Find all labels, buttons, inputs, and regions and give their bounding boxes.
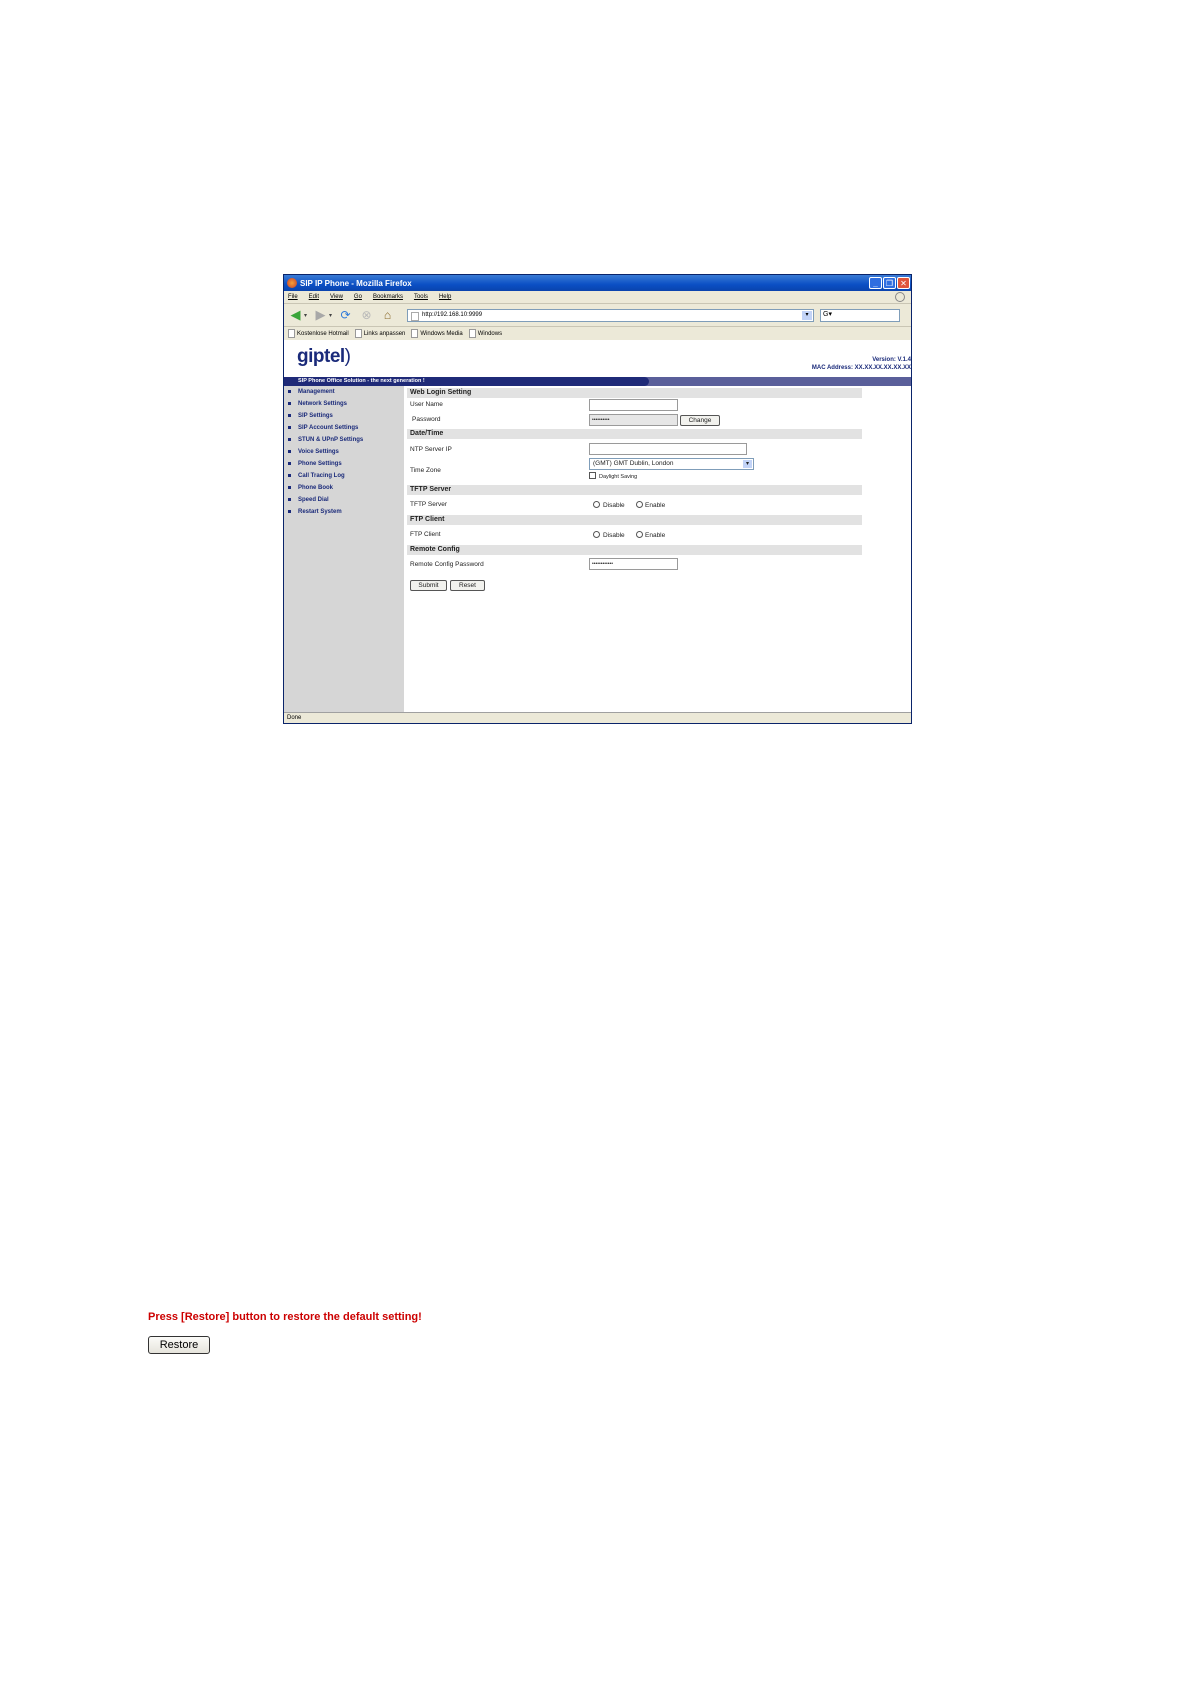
bookmark-item[interactable] — [469, 329, 502, 338]
menu-tools[interactable]: Tools — [413, 294, 428, 300]
sidebar-item-label: Call Tracing Log — [298, 473, 345, 479]
ftp-enable-radio[interactable] — [636, 531, 643, 538]
forward-dropdown-icon[interactable]: ▾ — [329, 312, 333, 319]
sidebar-item-call-tracing-log[interactable] — [288, 473, 345, 479]
status-text: Done — [287, 715, 302, 721]
version-info — [812, 356, 911, 372]
bullet-icon — [288, 402, 291, 405]
submit-button[interactable]: Submit — [410, 580, 447, 591]
menu-bookmarks[interactable]: Bookmarks — [372, 294, 403, 300]
sidebar-item-label: Speed Dial — [298, 497, 329, 503]
chevron-down-icon[interactable]: ▾ — [802, 311, 812, 320]
giptel-logo — [297, 346, 351, 368]
reset-button[interactable]: Reset — [450, 580, 485, 591]
address-bar[interactable] — [407, 309, 814, 322]
section-ftp: FTP Client — [407, 515, 862, 525]
tagline: SIP Phone Office Solution - the next generation ! — [284, 377, 649, 386]
bullet-icon — [288, 462, 291, 465]
bookmark-label: Kostenlose Hotmail — [297, 330, 349, 337]
reload-icon[interactable]: ⟳ — [340, 308, 351, 322]
sidebar-item-label: SIP Settings — [298, 413, 333, 419]
sidebar-item-label: Restart System — [298, 509, 342, 515]
sidebar-item-phone-settings[interactable] — [288, 461, 342, 467]
bullet-icon — [288, 390, 291, 393]
sidebar-item-network-settings[interactable] — [288, 401, 347, 407]
ftp-label: FTP Client — [410, 531, 441, 538]
navigation-toolbar — [284, 304, 911, 327]
bullet-icon — [288, 450, 291, 453]
bullet-icon — [288, 474, 291, 477]
home-icon[interactable]: ⌂ — [383, 308, 392, 322]
close-button[interactable]: ✕ — [897, 277, 910, 289]
window-title: SIP IP Phone - Mozilla Firefox — [300, 278, 412, 288]
status-bar — [284, 712, 911, 724]
forward-arrow-icon[interactable]: ▶ — [315, 307, 326, 322]
bullet-icon — [288, 438, 291, 441]
browser-window — [283, 274, 912, 724]
sidebar-item-phone-book[interactable] — [288, 485, 333, 491]
back-dropdown-icon[interactable]: ▾ — [304, 312, 308, 319]
page-icon — [411, 312, 419, 321]
search-engine-icon[interactable]: G▾ — [823, 310, 832, 318]
tftp-label: TFTP Server — [410, 501, 448, 508]
restore-button[interactable]: Restore — [148, 1336, 210, 1354]
version-text: Version: V.1.4 — [872, 357, 911, 363]
menu-go[interactable]: Go — [353, 294, 362, 300]
sidebar-item-label: Phone Settings — [298, 461, 342, 467]
page-icon — [355, 329, 362, 338]
sidebar-item-management[interactable] — [288, 389, 335, 395]
sidebar-item-sip-account-settings[interactable] — [288, 425, 358, 431]
ftp-enable-label: Enable — [645, 532, 666, 539]
sidebar-item-stun-upnp-settings[interactable] — [288, 437, 363, 443]
page-content — [284, 340, 911, 712]
menu-file[interactable]: File — [288, 294, 298, 300]
throbber-icon — [895, 292, 905, 302]
page-icon — [411, 329, 418, 338]
section-web-login: Web Login Setting — [407, 388, 862, 398]
bullet-icon — [288, 486, 291, 489]
change-button[interactable]: Change — [680, 415, 720, 426]
banner — [284, 377, 911, 386]
logo-text: giptel — [297, 346, 345, 367]
tftp-enable-label: Enable — [645, 502, 666, 509]
address-url: http://192.168.10:9999 — [422, 312, 483, 318]
restore-note: Press [Restore] button to restore the default setting! — [148, 1311, 422, 1323]
tftp-disable-label: Disable — [603, 502, 625, 509]
tftp-disable-radio[interactable] — [593, 501, 600, 508]
logo-swoosh-icon: ) — [344, 346, 351, 367]
menu-help[interactable]: Help — [438, 294, 452, 300]
menu-view[interactable]: View — [330, 294, 343, 300]
menu-edit[interactable]: Edit — [308, 294, 320, 300]
bullet-icon — [288, 498, 291, 501]
sidebar-item-label: STUN & UPnP Settings — [298, 437, 364, 443]
bookmark-label: Links anpassen — [363, 330, 406, 337]
sidebar — [284, 386, 404, 712]
sidebar-item-label: SIP Account Settings — [298, 425, 359, 431]
bookmark-item[interactable] — [355, 329, 406, 338]
bookmark-item[interactable] — [288, 329, 349, 338]
remote-config-password-label: Remote Config Password — [410, 561, 484, 568]
bullet-icon — [288, 510, 291, 513]
sidebar-item-speed-dial[interactable] — [288, 497, 329, 503]
bookmark-item[interactable] — [411, 329, 462, 338]
user-name-input[interactable] — [589, 399, 678, 411]
ftp-disable-radio[interactable] — [593, 531, 600, 538]
sidebar-item-voice-settings[interactable] — [288, 449, 339, 455]
timezone-select[interactable] — [589, 458, 754, 470]
sidebar-item-sip-settings[interactable] — [288, 413, 333, 419]
timezone-label: Time Zone — [410, 467, 441, 474]
bookmarks-toolbar — [284, 327, 911, 341]
page-icon — [469, 329, 476, 338]
user-name-label: User Name — [410, 401, 443, 408]
timezone-value: (GMT) GMT Dublin, London — [593, 460, 674, 467]
remote-config-password-input[interactable]: •••••••••••• — [589, 558, 678, 570]
ntp-server-input[interactable] — [589, 443, 747, 455]
mac-address-text: MAC Address: XX.XX.XX.XX.XX.XX — [811, 365, 911, 371]
back-arrow-icon[interactable]: ◀ — [290, 307, 301, 322]
sidebar-item-restart-system[interactable] — [288, 509, 342, 515]
bullet-icon — [288, 426, 291, 429]
bookmark-label: Windows Media — [420, 330, 463, 337]
ntp-server-label: NTP Server IP — [410, 446, 452, 453]
sidebar-item-label: Network Settings — [298, 401, 348, 407]
page-icon — [288, 329, 295, 338]
section-remote-config: Remote Config — [407, 545, 862, 555]
title-bar — [284, 275, 911, 291]
firefox-icon — [287, 278, 297, 288]
search-box[interactable] — [820, 309, 900, 322]
menu-bar — [284, 291, 911, 304]
password-input: •••••••••• — [589, 414, 678, 426]
daylight-saving-checkbox[interactable] — [589, 472, 596, 479]
section-tftp: TFTP Server — [407, 485, 862, 495]
sidebar-item-label: Phone Book — [298, 485, 334, 491]
bookmark-label: Windows — [477, 330, 503, 337]
settings-form — [404, 386, 911, 712]
daylight-saving-label: Daylight Saving — [599, 474, 638, 480]
ftp-disable-label: Disable — [603, 532, 625, 539]
bullet-icon — [288, 414, 291, 417]
section-datetime: Date/Time — [407, 429, 862, 439]
chevron-down-icon[interactable]: ▾ — [743, 460, 752, 468]
password-label: Password — [412, 416, 441, 423]
maximize-button[interactable]: ❐ — [883, 277, 896, 289]
sidebar-item-label: Management — [298, 389, 335, 395]
minimize-button[interactable]: _ — [869, 277, 882, 289]
tftp-enable-radio[interactable] — [636, 501, 643, 508]
sidebar-item-label: Voice Settings — [298, 449, 339, 455]
stop-icon[interactable]: ⊗ — [361, 308, 372, 322]
